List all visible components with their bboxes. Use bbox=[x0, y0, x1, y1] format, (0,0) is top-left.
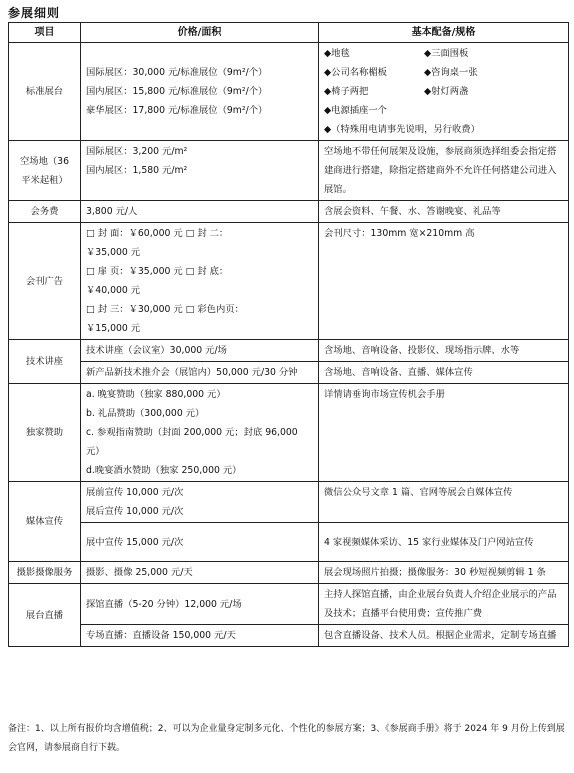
item-conference-fee: 会务费 bbox=[9, 201, 81, 223]
equipment-item: ◆三面围板 bbox=[424, 48, 469, 59]
equipment-raw-space: 空场地不带任何展架及设施，参展商须选择组委会指定搭建商进行搭建，除指定搭建商外不允许任何搭建公司进入展馆。 bbox=[319, 141, 569, 201]
header-item: 项目 bbox=[9, 23, 81, 43]
equipment-item: ◆地毯 bbox=[324, 48, 350, 59]
equipment-item: ◆咨询桌一张 bbox=[424, 67, 478, 78]
item-catalog-ads: 会刊广告 bbox=[9, 223, 81, 340]
item-media: 媒体宣传 bbox=[9, 482, 81, 562]
table-row-raw-space bbox=[9, 141, 569, 201]
equipment-seminar: 含场地、音响设备、投影仪、现场指示牌、水等 bbox=[319, 340, 569, 362]
price-live-tour: 探馆直播（5-20 分钟）12,000 元/场 bbox=[81, 584, 319, 625]
equipment-conference-fee: 含展会资料、午餐、水、答谢晚宴、礼品等 bbox=[319, 201, 569, 223]
equipment-item: ◆公司名称楣板 bbox=[324, 67, 387, 78]
table-header-row bbox=[9, 23, 569, 43]
equipment-standard-booth bbox=[319, 43, 569, 141]
equipment-catalog-ads: 会刊尺寸：130mm 宽×210mm 高 bbox=[319, 223, 569, 340]
equipment-live-tour: 主持人探馆直播，由企业展台负责人介绍企业展示的产品及技术；直播平台使用费；宣传推广费 bbox=[319, 584, 569, 625]
table-row-sponsorship bbox=[9, 384, 569, 482]
page-title: 参展细则 bbox=[8, 6, 61, 20]
table-row-media bbox=[9, 523, 569, 562]
ad-option: ￥15,000 元 bbox=[86, 323, 141, 334]
price-standard-booth bbox=[81, 43, 319, 141]
sponsor-option: a. 晚宴赞助（独家 880,000 元） bbox=[86, 389, 226, 400]
equipment-item: ◆（特殊用电请事先说明，另行收费） bbox=[324, 124, 480, 135]
ad-option: ￥35,000 元 bbox=[86, 247, 141, 258]
equipment-live-dedicated: 包含直播设备、技术人员。根据企业需求，定制专场直播 bbox=[319, 625, 569, 647]
table-row-media bbox=[9, 482, 569, 523]
table-row-standard-booth bbox=[9, 43, 569, 141]
price-conference-fee: 3,800 元/人 bbox=[81, 201, 319, 223]
sponsor-option: d.晚宴酒水赞助（独家 250,000 元） bbox=[86, 465, 242, 476]
equipment-product-launch: 含场地、音响设备、直播、媒体宣传 bbox=[319, 362, 569, 384]
table-row-live-stream bbox=[9, 584, 569, 625]
sponsor-option: c. 参观指南赞助（封面 200,000 元；封底 96,000 元） bbox=[86, 427, 298, 457]
exhibition-fee-table bbox=[8, 22, 569, 647]
equipment-item: ◆电源插座一个 bbox=[324, 105, 387, 116]
ad-option: □ 扉 页：￥35,000 元 □ 封 底： bbox=[86, 266, 229, 277]
price-line: 豪华展区：17,800 元/标准展位（9m²/个） bbox=[86, 105, 268, 116]
price-product-launch: 新产品新技术推介会（展馆内）50,000 元/30 分钟 bbox=[81, 362, 319, 384]
header-equipment: 基本配备/规格 bbox=[319, 23, 569, 43]
ad-option: □ 封 三：￥30,000 元 □ 彩色内页： bbox=[86, 304, 244, 315]
price-line: 国内展区：1,580 元/m² bbox=[86, 165, 188, 176]
price-line: 展后宣传 10,000 元/次 bbox=[86, 506, 184, 517]
footnote: 备注：1、以上所有报价均含增值税；2、可以为企业量身定制多元化、个性化的参展方案；3、《参展商手册》将于 2024 年 9 月份上传到展会官网，请参展商自行下载。 bbox=[8, 724, 565, 753]
item-live-stream: 展台直播 bbox=[9, 584, 81, 647]
price-media-during: 展中宣传 15,000 元/次 bbox=[81, 523, 319, 562]
ad-option: ￥40,000 元 bbox=[86, 285, 141, 296]
equipment-photography: 展会现场照片拍摄；摄像服务：30 秒短视频剪辑 1 条 bbox=[319, 562, 569, 584]
price-photography: 摄影、摄像 25,000 元/天 bbox=[81, 562, 319, 584]
price-live-dedicated: 专场直播：直播设备 150,000 元/天 bbox=[81, 625, 319, 647]
header-price: 价格/面积 bbox=[81, 23, 319, 43]
price-line: 展前宣传 10,000 元/次 bbox=[86, 487, 184, 498]
equipment-media-during: 4 家视频媒体采访、15 家行业媒体及门户网站宣传 bbox=[319, 523, 569, 562]
price-line: 国际展区：30,000 元/标准展位（9m²/个） bbox=[86, 67, 268, 78]
item-photography: 摄影摄像服务 bbox=[9, 562, 81, 584]
item-raw-space: 空场地（36 平米起租） bbox=[9, 141, 81, 201]
equipment-item: ◆射灯两盏 bbox=[424, 86, 469, 97]
item-seminar: 技术讲座 bbox=[9, 340, 81, 384]
ad-option: □ 封 面：￥60,000 元 □ 封 二： bbox=[86, 228, 229, 239]
table-row-catalog-ads bbox=[9, 223, 569, 340]
sponsor-option: b. 礼品赞助（300,000 元） bbox=[86, 408, 205, 419]
equipment-media-pre-post: 微信公众号文章 1 篇、官网等展会自媒体宣传 bbox=[319, 482, 569, 523]
table-row-photography bbox=[9, 562, 569, 584]
equipment-sponsorship: 详情请垂询市场宣传机会手册 bbox=[319, 384, 569, 482]
table-row-conference-fee bbox=[9, 201, 569, 223]
table-row-live-stream bbox=[9, 625, 569, 647]
table-row-seminar bbox=[9, 362, 569, 384]
price-catalog-ads bbox=[81, 223, 319, 340]
price-seminar: 技术讲座（会议室）30,000 元/场 bbox=[81, 340, 319, 362]
table-row-seminar bbox=[9, 340, 569, 362]
price-line: 国际展区：3,200 元/m² bbox=[86, 146, 188, 157]
price-line: 国内展区：15,800 元/标准展位（9m²/个） bbox=[86, 86, 268, 97]
price-raw-space bbox=[81, 141, 319, 201]
equipment-item: ◆椅子两把 bbox=[324, 86, 369, 97]
price-sponsorship bbox=[81, 384, 319, 482]
item-standard-booth: 标准展台 bbox=[9, 43, 81, 141]
item-sponsorship: 独家赞助 bbox=[9, 384, 81, 482]
price-media-pre-post bbox=[81, 482, 319, 523]
